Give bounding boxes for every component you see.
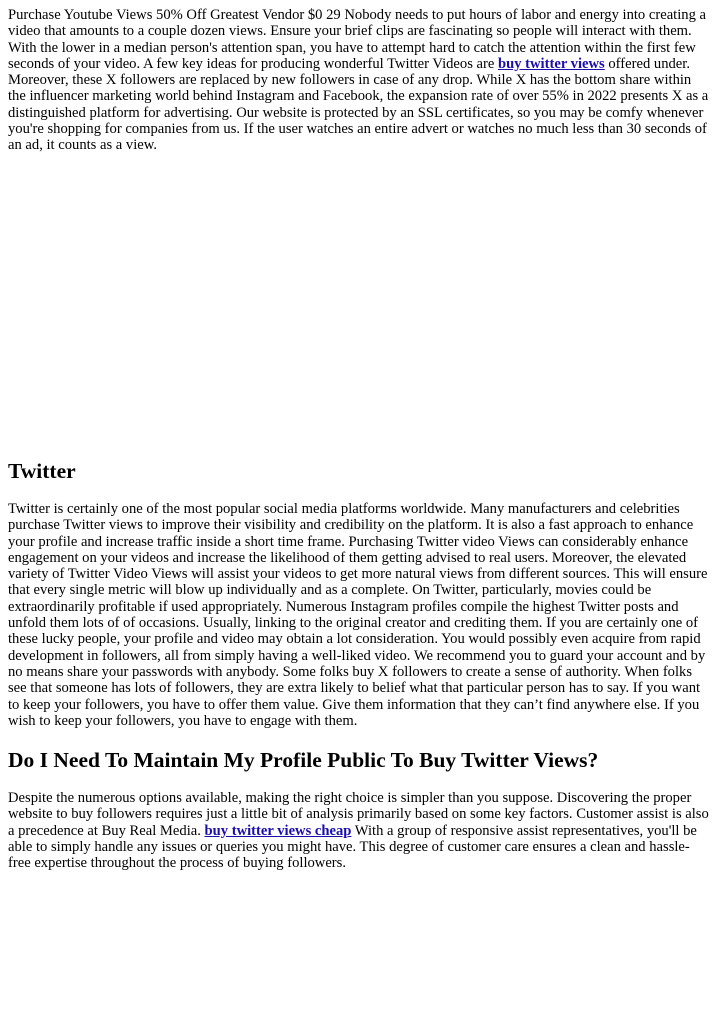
twitter-section-paragraph: Twitter is certainly one of the most popular social media platforms worldwide. Many manufacturers and celebrities purchase Twitter views to improve their visibility and credibility on the platform. It is also a fast approach to enhance your profile and increase traffic inside a short time frame. Purchasing Twitter video Views can considerably enhance engagement on your videos and increase the likelihood of them getting advised to real users. Moreover, the elevated variety of Twitter Video Views will assist your videos to get more natural views from different sources. This will ensure that every single metric will blow up individually and as a complete. On Twitter, particularly, movies could be extraordinarily profitable if used appropriately. Numerous Instagram profiles compile the highest Twitter posts and unfold them lots of of occasions. Usually, linking to the original creator and crediting them. If you are certainly one of these lucky people, your profile and video may obtain a lot consideration. You would possibly even acquire from rapid development in followers, all from simply having a well-liked video. We recommend you to guard your account and by no means share your passwords with anybody. Some folks buy X followers to create a sense of authority. When folks see that someone has lots of followers, they are extra likely to belief what that particular person has to say. If you want to keep your followers, you have to offer them value. Give them information that they can’t find anywhere else. If you wish to keep your followers, you have to engage with them. [8,501,708,729]
buy-twitter-views-link[interactable]: buy twitter views [497,55,605,72]
section2-text-before-link: Despite the numerous options available, making the right choice is simpler than you suppose. Discovering the proper website to buy followers requires just a little bit of analysis primarily based on some key factors. Customer assist is also a precedence at Buy Real Media. [8,790,709,839]
intro-text-after-link: offered under. Moreover, these X followers are replaced by new followers in case of any drop. While X has the bottom share within the influencer marketing world behind Instagram and Facebook, the expansion rate of over 55% in 2022 presents X as a distinguished platform for advertising. Our website is protected by an SSL certificates, so you may be comfy whenever you're shopping for companies from us. If the user watches an entire advert or watches no much less than 30 seconds of an ad, it counts as a view. [8,55,709,154]
intro-text-before-link: Purchase Youtube Views 50% Off Greatest Vendor $0 29 Nobody needs to put hours of labor and energy into creating a video that amounts to a couple dozen views. Ensure your brief clips are fascinating so people will interact with them. With the lower in a median person's attention span, you have to attempt hard to catch the attention within the first few seconds of your video. A few key ideas for producing wonderful Twitter Videos are [8,7,707,72]
section2-text-after-link: With a group of responsive assist representatives, you'll be able to simply handle any issues or queries you might have. This degree of customer care ensures a clean and hassle-free expertise throughout the process of buying followers. [8,822,697,872]
maintain-profile-paragraph [8,790,712,871]
buy-twitter-views-cheap-link[interactable]: buy twitter views cheap [204,822,352,839]
section-heading-twitter: Twitter [8,459,76,483]
intro-paragraph [8,7,712,154]
section-heading-maintain-profile: Do I Need To Maintain My Profile Public To Buy Twitter Views? [8,748,599,772]
